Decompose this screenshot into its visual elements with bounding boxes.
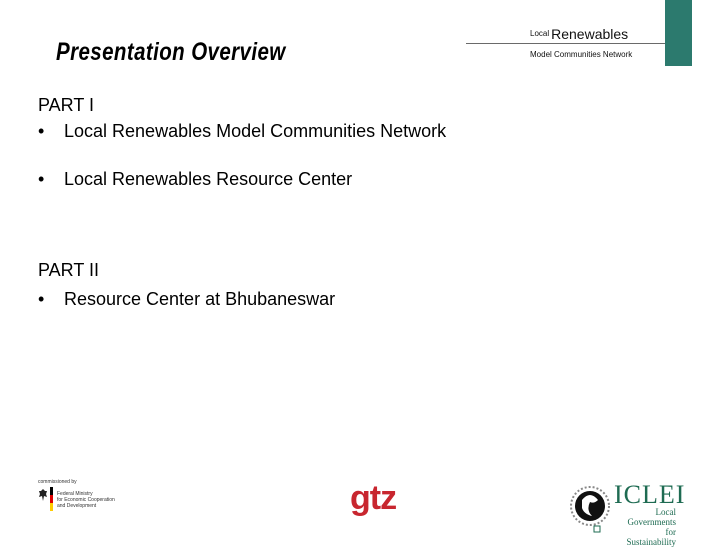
list-item-text: Local Renewables Model Communities Network: [64, 121, 447, 141]
german-flag-icon: [50, 487, 53, 511]
iclei-tagline-line: Local: [655, 507, 676, 517]
gtz-logo: gtz: [350, 479, 397, 517]
section-heading-part2: PART II: [38, 260, 100, 280]
list-item-text: Local Renewables Resource Center: [64, 169, 353, 189]
eagle-icon: [38, 488, 48, 502]
ministry-line: for Economic Cooperation: [57, 497, 115, 503]
brand-logo: [530, 26, 628, 44]
ministry-line: and Development: [57, 503, 97, 509]
list-item: [38, 121, 446, 142]
iclei-tagline: [622, 507, 676, 547]
ministry-line: Federal Ministry: [57, 491, 93, 497]
iclei-wordmark: ICLEI: [614, 480, 686, 509]
brand-small-text: Local: [530, 29, 550, 38]
ministry-caption: commissioned by: [38, 479, 77, 485]
brand-large-text: Renewables: [551, 26, 629, 42]
bullet-icon: •: [38, 289, 45, 309]
list-item: [38, 289, 335, 310]
accent-bar: [665, 0, 692, 66]
bullet-icon: •: [38, 121, 45, 141]
iclei-tagline-line: for Sustainability: [626, 527, 676, 547]
list-item-text: Resource Center at Bhubaneswar: [64, 289, 336, 309]
iclei-seal-icon: [568, 482, 616, 536]
list-item: [38, 169, 352, 190]
bullet-icon: •: [38, 169, 45, 189]
section-heading-part1: PART I: [38, 95, 95, 115]
slide-title: Presentation Overview: [56, 38, 286, 66]
iclei-tagline-line: Governments: [627, 517, 676, 527]
brand-subtitle: Model Communities Network: [530, 50, 633, 59]
